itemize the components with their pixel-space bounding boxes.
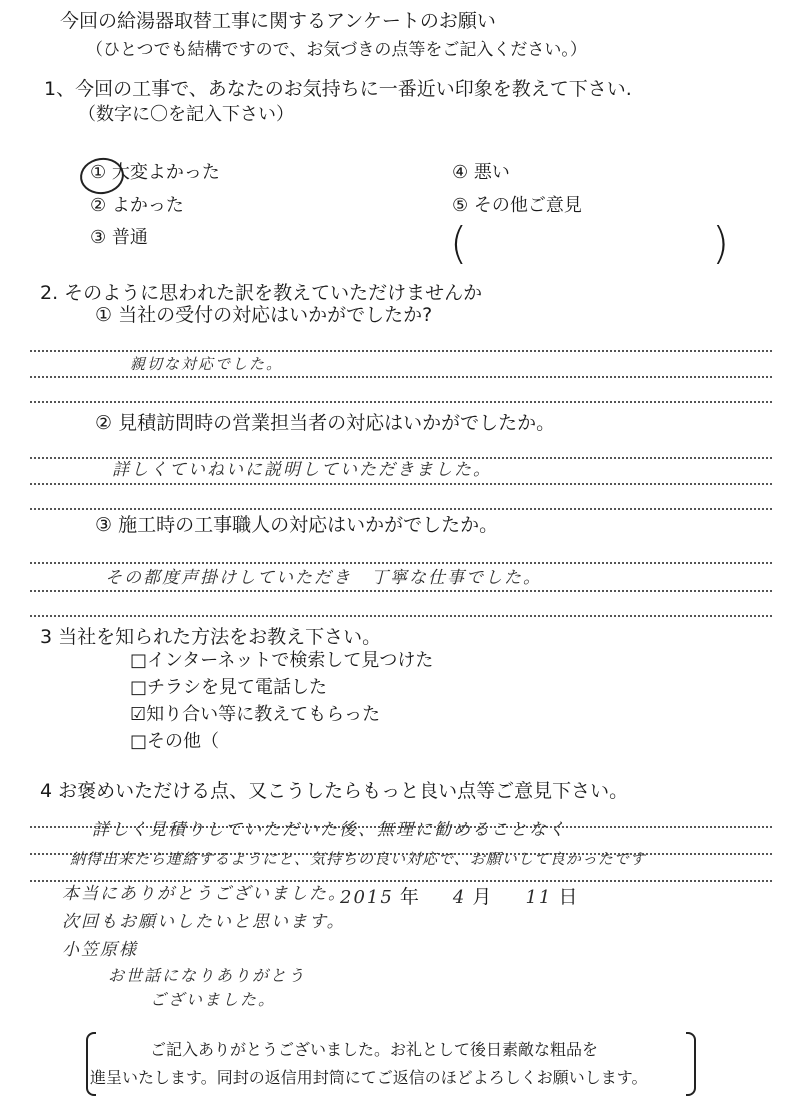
q4-answer-line2: 納得出来たら連絡するようにと、気持ちの良い対応で、お願いして良かったです xyxy=(70,850,646,868)
q1-option-5 xyxy=(452,197,582,215)
q2-answer3: その都度声掛けしていただき 丁寧な仕事でした。 xyxy=(105,568,542,588)
option-number: ⑤ xyxy=(452,195,469,216)
option-label: 悪い xyxy=(473,162,510,183)
q4-note-addressee: 小笠原様 xyxy=(62,940,138,960)
date-year-label: 年 xyxy=(399,886,419,908)
option-label: よかった xyxy=(111,195,184,216)
opinion-paren-open: ( xyxy=(450,218,468,269)
answer-line xyxy=(30,376,772,378)
q3-option-flyer: □チラシを見て電話した xyxy=(130,677,328,698)
q3-question: 3 当社を知られた方法をお教え下さい。 xyxy=(40,626,382,648)
q4-note-thanks: 本当にありがとうございました。 xyxy=(62,884,347,904)
q1-option-1 xyxy=(90,164,220,182)
survey-title: 今回の給湯器取替工事に関するアンケートのお願い xyxy=(60,10,496,32)
q4-question: 4 お褒めいただける点、又こうしたらもっと良い点等ご意見下さい。 xyxy=(40,780,629,802)
answer-line xyxy=(30,615,772,617)
answer-line xyxy=(30,590,772,592)
option-label: 大変よかった xyxy=(111,162,220,183)
q1-option-2 xyxy=(90,197,184,215)
q2-sub3: ③ 施工時の工事職人の対応はいかがでしたか。 xyxy=(95,514,499,536)
answer-line xyxy=(30,350,772,352)
q3-option-internet: □インターネットで検索して見つけた xyxy=(130,650,434,671)
date-day-label: 日 xyxy=(558,886,578,908)
date-month: 4 xyxy=(452,887,467,908)
answer-line xyxy=(30,483,772,485)
option-number: ② xyxy=(90,195,107,216)
q2-answer1: 親切な対応でした。 xyxy=(130,355,284,373)
option-number: ③ xyxy=(90,227,107,248)
footer-line2: 進呈いたします。同封の返信用封筒にてご返信のほどよろしくお願いします。 xyxy=(90,1068,648,1087)
footer-bracket-right xyxy=(686,1032,696,1096)
q3-option-other: □その他（ xyxy=(130,731,220,752)
q4-note-gratitude-end: ございました。 xyxy=(150,990,277,1009)
q2-question: 2. そのように思われた訳を教えていただけませんか xyxy=(40,282,483,304)
option-label: その他ご意見 xyxy=(473,195,582,216)
option-number: ① xyxy=(90,162,107,183)
q1-question: 1、今回の工事で、あなたのお気持ちに一番近い印象を教えて下さい. xyxy=(44,78,632,100)
q2-answer2: 詳しくていねいに説明していただきました。 xyxy=(112,460,492,480)
q4-answer-line1: 詳しく見積りしていただいた後、無理に勧めることなく xyxy=(92,820,567,840)
q1-option-4 xyxy=(452,164,510,182)
answer-line xyxy=(30,562,772,564)
answer-line xyxy=(30,401,772,403)
footer-note xyxy=(86,1032,696,1094)
date-entry xyxy=(340,888,577,907)
opinion-paren-close: ) xyxy=(712,218,730,269)
q1-instruction: （数字に〇を記入下さい） xyxy=(78,104,294,125)
q1-option-3 xyxy=(90,229,148,247)
q3-option-acquaintance: ☑知り合い等に教えてもらった xyxy=(130,704,381,725)
q4-note-next-time: 次回もお願いしたいと思います。 xyxy=(62,912,346,932)
q2-sub2: ② 見積訪問時の営業担当者の対応はいかがでしたか。 xyxy=(95,412,556,434)
survey-subtitle: （ひとつでも結構ですので、お気づきの点等をご記入ください。） xyxy=(86,40,587,60)
option-label: 普通 xyxy=(111,227,148,248)
date-day: 11 xyxy=(525,887,553,908)
date-year: 2015 xyxy=(340,887,394,908)
answer-line xyxy=(30,508,772,510)
q4-note-gratitude: お世話になりありがとう xyxy=(108,966,307,985)
q2-sub1: ① 当社の受付の対応はいかがでしたか? xyxy=(95,304,433,326)
option-number: ④ xyxy=(452,162,469,183)
answer-line xyxy=(30,457,772,459)
date-month-label: 月 xyxy=(472,886,492,908)
answer-line xyxy=(30,880,772,882)
footer-line1: ご記入ありがとうございました。お礼として後日素敵な粗品を xyxy=(150,1040,599,1059)
